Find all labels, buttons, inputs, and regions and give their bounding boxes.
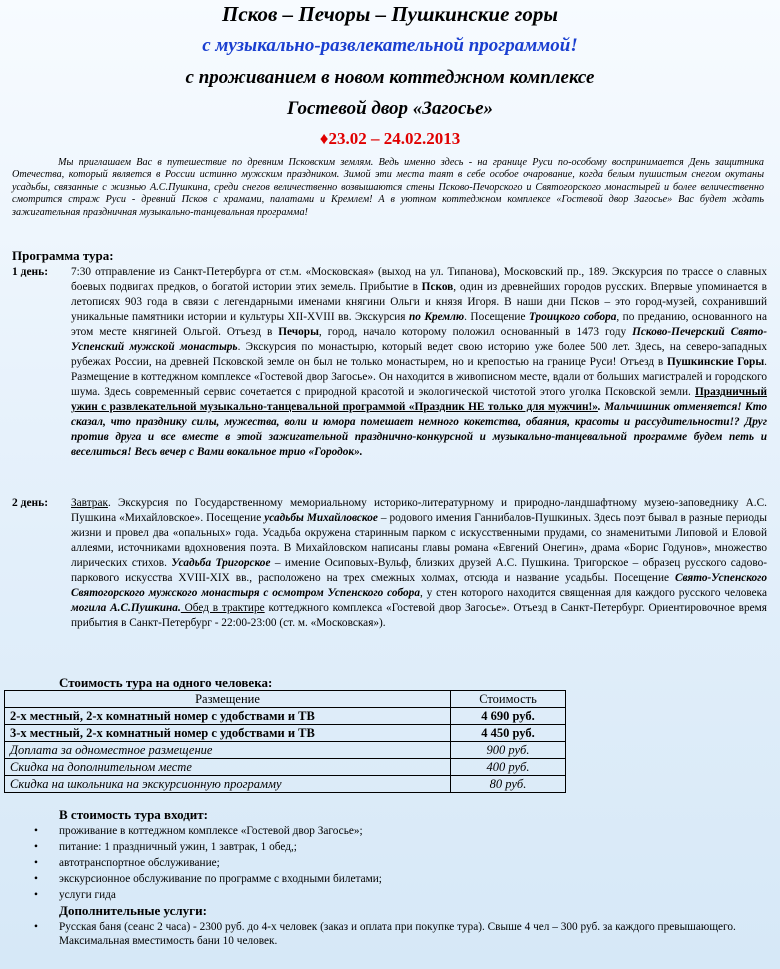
table-row — [5, 776, 566, 793]
table-row — [5, 725, 566, 742]
table-row — [5, 708, 566, 725]
room-price: 4 450 руб. — [451, 725, 566, 742]
price-table-header — [5, 691, 566, 708]
discount-name: Скидка на дополнительном месте — [5, 759, 451, 776]
day2-label: 2 день: — [12, 497, 49, 509]
list-item: • экскурсионное обслуживание по программе с входными билетами; — [34, 873, 382, 885]
accommodation-line: с проживанием в новом коттеджном комплексе — [185, 67, 595, 88]
room-type: 2-х местный, 2-х комнатный номер с удобствами и ТВ — [5, 708, 451, 725]
bullet-icon: • — [34, 841, 38, 853]
col-price: Стоимость — [451, 691, 566, 708]
discount-name: Скидка на школьника на экскурсионную программу — [5, 776, 451, 793]
surcharge-name: Доплата за одноместное размещение — [5, 742, 451, 759]
extra-services-heading: Дополнительные услуги: — [59, 903, 207, 918]
list-item: • питание: 1 праздничный ужин, 1 завтрак, 1 обед,; — [34, 841, 297, 853]
table-row — [5, 742, 566, 759]
included-list — [0, 823, 760, 903]
intro-paragraph: Мы приглашаем Вас в путешествие по древним Псковским землям. Ведь именно здесь - на границе Руси по-особому воспринимается День защитника Отечества, который является в России истинно мужским праздником. Зимой эти места таят в себе особое очарование, когда белым пушистым снегом окутаны усадьбы, связанные с жизнью А.С.Пушкина, среди снегов величественно возвышаются стены Псково-Печорского и Святогорского монастырей и более величественно смотрится страж Руси - древний Псков с храмами, палатами и Кремлем! А в уютном коттеджном комплексе «Гостевой двор Загосье» Вас будет ждать зажигательная праздничная музыкально-танцевальная программа! — [12, 157, 764, 218]
included-heading: В стоимость тура входит: — [59, 807, 208, 822]
bullet-icon: • — [34, 857, 38, 869]
day2-description: Завтрак. Экскурсия по Государственному мемориальному историко-литературному и природно-ландшафтному музею-заповеднику А.С. Пушкина «Михайловское». Посещение усадьбы Михайловское – родового имения Ганнибалов-Пушкиных. Здесь поэт бывал в разные периоды жизни и провел два «опальных» года. Усадьба окружена старинным парком с искусственными прудами, со знаменитыми Липовой и Еловой аллеями, источниками вдохновения поэта. В Михайловском написаны главы романа «Евгений Онегин», драма «Борис Годунов», множество лирических стихов. Усадьба Тригорское – имение Осиповых-Вульф, близких друзей А.С. Пушкина. Тригорское – образец русского садово-паркового искусства XVIII-XIX вв., расположено на трех смежных холмах, отсюда и название усадьбы. Посещение Свято-Успенского Святогорского мужского монастыря с осмотром Успенского собора, у стен которого находится священная для каждого русского человека могила А.С.Пушкина. Обед в трактире коттеджного комплекса «Гостевой двор Загосье». Отъезд в Санкт-Петербург. Ориентировочное время прибытия в Санкт-Петербург - 22:00-23:00 (ст. м. «Московская»). — [71, 497, 768, 629]
list-item: • услуги гида — [34, 889, 116, 901]
col-room: Размещение — [5, 691, 451, 708]
bullet-icon: • — [34, 921, 38, 933]
program-heading: Программа тура: — [12, 248, 114, 263]
venue-name: Гостевой двор «Загосье» — [286, 98, 494, 119]
list-item: • Русская баня (сеанс 2 часа) - 2300 руб. до 4-х человек (заказ и оплата при покупке тура). Свыше 4 чел – 300 руб. за каждого превышающего. Максимальная вместимость бани 10 человек. — [34, 921, 736, 947]
surcharge-price: 900 руб. — [451, 742, 566, 759]
day1-description: 7:30 отправление из Санкт-Петербурга от ст.м. «Московская» (выход на ул. Типанова), Московский пр., 189. Экскурсия по трассе о славных боевых подвигах предков, о богатой истории этих земель. Прибытие в Псков, один из древнейших городов русских. Впервые упоминается в летописях 903 года в связи с легендарными именами княгини Ольги и князя Игоря. В наши дни Псков – это город-музей, сохранивший уникальные памятники истории и культуры XII-XVIII вв. Экскурсия по Кремлю. Посещение Троицкого собора, по преданию, основанного на этом месте княгиней Ольгой. Отъезд в Печоры, город, начало которому положил основанный в 1473 году Псково-Печерский Свято-Успенский мужской монастырь. Экскурсия по монастырю, который ведет свою историю уже более 500 лет. Здесь, на северо-западных рубежах России, на древней Псковской земле он был не только монастырем, но и крепостью на границе Руси! Отъезд в Пушкинские Горы. Размещение в коттеджном комплексе «Гостевой двор Загосье». Он находится в живописном месте, вдали от больших магистралей и городского шума. Здесь современный сервис сочетается с природной красотой и экологической чистотой этого уголка Псковской земли. Праздничный ужин с развлекательной музыкально-танцевальной программой «Праздник НЕ только для мужчин!». Мальчишник отменяется! Кто сказал, что празднику силы, мужества, воли и юмора помешает немного кокетства, обаяния, красоты и рассудительности!? Друг против друга и все вместе в этой зажигательной празднично-конкурсной и музыкально-танцевальной программе будем петь и веселиться! Весь вечер с Вами вокальное трио «Городок». — [71, 266, 767, 458]
cost-heading: Стоимость тура на одного человека: — [59, 675, 273, 690]
tour-subtitle: с музыкально-развлекательной программой! — [202, 35, 578, 56]
price-table — [4, 690, 566, 793]
tour-title: Псков – Печоры – Пушкинские горы — [221, 2, 559, 26]
bullet-icon: • — [34, 889, 38, 901]
table-row — [5, 759, 566, 776]
bullet-icon: • — [34, 873, 38, 885]
discount-price: 400 руб. — [451, 759, 566, 776]
room-price: 4 690 руб. — [451, 708, 566, 725]
bullet-icon: • — [34, 825, 38, 837]
extra-services-list — [0, 920, 760, 948]
room-type: 3-х местный, 2-х комнатный номер с удобствами и ТВ — [5, 725, 451, 742]
tour-dates: ♦23.02 – 24.02.2013 — [319, 129, 461, 148]
day1-label: 1 день: — [12, 266, 49, 278]
list-item: • проживание в коттеджном комплексе «Гостевой двор Загосье»; — [34, 825, 363, 837]
list-item: • автотранспортное обслуживание; — [34, 857, 220, 869]
discount-price: 80 руб. — [451, 776, 566, 793]
